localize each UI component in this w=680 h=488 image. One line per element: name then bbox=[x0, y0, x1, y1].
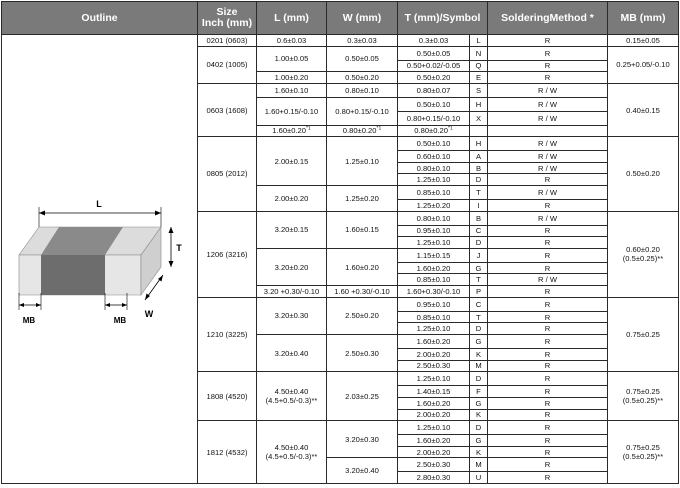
soldering-cell: R / W bbox=[488, 162, 608, 174]
mb-value: 0.75±0.25 bbox=[626, 443, 660, 453]
thickness-cell: 0.95±0.10 bbox=[398, 297, 470, 311]
symbol-cell: D bbox=[470, 372, 488, 386]
width-cell: 2.50±0.20 bbox=[327, 297, 398, 334]
chip-outline-diagram bbox=[3, 35, 197, 481]
thickness-cell: 0.85±0.10 bbox=[398, 274, 470, 286]
mb-right-arrow-a bbox=[105, 303, 110, 307]
soldering-cell: R bbox=[488, 348, 608, 360]
width-cell: 1.60 +0.30/-0.10 bbox=[327, 286, 398, 298]
width-cell: 1.60±0.20 bbox=[327, 248, 398, 285]
width-cell: 3.20±0.30 bbox=[327, 421, 398, 458]
symbol-cell: D bbox=[470, 237, 488, 249]
width-cell: 0.3±0.03 bbox=[327, 35, 398, 47]
symbol-cell: T bbox=[470, 274, 488, 286]
length-alt-value: (4.5+0.5/-0.3)** bbox=[265, 452, 318, 462]
dimensions-table bbox=[1, 1, 679, 484]
thickness-cell: 0.50±0.05 bbox=[398, 46, 470, 60]
symbol-cell: E bbox=[470, 72, 488, 84]
length-cell bbox=[257, 421, 327, 484]
mb-value: 0.75±0.25 bbox=[626, 387, 660, 397]
header-row bbox=[2, 2, 679, 35]
mb-right-arrow-b bbox=[122, 303, 127, 307]
soldering-cell: R bbox=[488, 397, 608, 409]
length-cell: 1.60+0.15/-0.10 bbox=[257, 97, 327, 125]
width-cell: 1.60±0.15 bbox=[327, 211, 398, 248]
thickness-cell: 0.80±0.10 bbox=[398, 211, 470, 225]
thickness-value: 0.80±0.20 bbox=[414, 126, 448, 136]
width-value: 0.80±0.20 bbox=[342, 126, 377, 136]
t-arrow-top bbox=[168, 227, 173, 233]
symbol-cell: S bbox=[470, 83, 488, 97]
thickness-cell: 0.50±0.10 bbox=[398, 97, 470, 111]
thickness-cell: 1.60±0.20 bbox=[398, 435, 470, 447]
mb-cell: 0.15±0.05 bbox=[608, 35, 679, 47]
soldering-cell: R bbox=[488, 323, 608, 335]
symbol-cell: G bbox=[470, 262, 488, 274]
width-cell: 3.20±0.40 bbox=[327, 458, 398, 484]
length-alt-value: (4.5+0.5/-0.3)** bbox=[265, 396, 318, 406]
thickness-cell: 2.00±0.20 bbox=[398, 348, 470, 360]
symbol-cell: P bbox=[470, 286, 488, 298]
label-l: L bbox=[95, 199, 102, 209]
symbol-cell: T bbox=[470, 186, 488, 200]
symbol-cell: X bbox=[470, 111, 488, 125]
chip-body-front bbox=[41, 255, 105, 295]
thickness-cell: 2.50±0.30 bbox=[398, 458, 470, 472]
soldering-cell: R bbox=[488, 225, 608, 237]
width-cell: 0.50±0.20 bbox=[327, 72, 398, 84]
thickness-cell: 1.60+0.30/-0.10 bbox=[398, 286, 470, 298]
length-cell: 0.6±0.03 bbox=[257, 35, 327, 47]
thickness-cell: 1.60±0.20 bbox=[398, 397, 470, 409]
table-row bbox=[2, 35, 679, 47]
thickness-cell: 0.80±0.10 bbox=[398, 162, 470, 174]
label-mb-left: MB bbox=[22, 316, 35, 325]
thickness-cell: 1.25±0.10 bbox=[398, 237, 470, 249]
thickness-cell bbox=[398, 125, 470, 137]
thickness-cell: 0.50+0.02/-0.05 bbox=[398, 60, 470, 72]
label-mb-right: MB bbox=[113, 316, 126, 325]
symbol-cell: M bbox=[470, 360, 488, 372]
symbol-cell: G bbox=[470, 397, 488, 409]
t-arrow-bottom bbox=[168, 261, 173, 267]
thickness-cell: 2.00±0.20 bbox=[398, 409, 470, 421]
footnote-mark: *1 bbox=[448, 125, 453, 132]
soldering-cell: R bbox=[488, 409, 608, 421]
thickness-cell: 0.95±0.10 bbox=[398, 225, 470, 237]
soldering-cell: R bbox=[488, 262, 608, 274]
thickness-cell: 1.40±0.15 bbox=[398, 386, 470, 398]
soldering-cell: R bbox=[488, 46, 608, 60]
header-thickness-symbol: T (mm)/Symbol bbox=[398, 2, 488, 35]
header-soldering-method: SolderingMethod * bbox=[488, 2, 608, 35]
symbol-cell: B bbox=[470, 162, 488, 174]
soldering-cell: R bbox=[488, 421, 608, 435]
symbol-cell: T bbox=[470, 311, 488, 323]
thickness-cell: 1.15±0.15 bbox=[398, 248, 470, 262]
soldering-cell: R / W bbox=[488, 83, 608, 97]
spec-sheet bbox=[1, 1, 679, 485]
size-cell: 0805 (2012) bbox=[198, 137, 257, 211]
width-cell: 1.25±0.10 bbox=[327, 137, 398, 186]
width-cell bbox=[327, 125, 398, 137]
soldering-cell: R bbox=[488, 335, 608, 349]
length-value: 4.50±0.40 bbox=[274, 387, 309, 397]
soldering-cell: R bbox=[488, 446, 608, 458]
length-value: 1.60±0.20 bbox=[272, 126, 306, 136]
soldering-cell: R bbox=[488, 237, 608, 249]
mb-cell: 0.75±0.25 bbox=[608, 297, 679, 371]
soldering-cell: R bbox=[488, 458, 608, 472]
size-cell: 1210 (3225) bbox=[198, 297, 257, 371]
thickness-cell: 2.50±0.30 bbox=[398, 360, 470, 372]
label-t: T bbox=[175, 243, 182, 253]
symbol-cell: N bbox=[470, 46, 488, 60]
mb-alt-value: (0.5±0.25)** bbox=[622, 396, 664, 406]
mb-alt-value: (0.5±0.25)** bbox=[622, 254, 664, 264]
thickness-cell: 1.60±0.20 bbox=[398, 262, 470, 274]
mb-cell bbox=[608, 211, 679, 297]
size-cell: 0402 (1005) bbox=[198, 46, 257, 83]
symbol-cell: C bbox=[470, 297, 488, 311]
symbol-cell: K bbox=[470, 446, 488, 458]
soldering-cell: R bbox=[488, 286, 608, 298]
length-cell: 2.00±0.15 bbox=[257, 137, 327, 186]
length-cell bbox=[257, 125, 327, 137]
soldering-cell: R / W bbox=[488, 186, 608, 200]
soldering-cell: R bbox=[488, 472, 608, 484]
soldering-cell: R bbox=[488, 248, 608, 262]
soldering-cell: R bbox=[488, 72, 608, 84]
length-cell: 1.60±0.10 bbox=[257, 83, 327, 97]
soldering-cell: R bbox=[488, 35, 608, 47]
footnote-mark: *1 bbox=[376, 125, 382, 132]
thickness-cell: 0.80±0.07 bbox=[398, 83, 470, 97]
width-cell: 2.03±0.25 bbox=[327, 372, 398, 421]
mb-cell bbox=[608, 421, 679, 484]
thickness-cell: 0.3±0.03 bbox=[398, 35, 470, 47]
symbol-cell: A bbox=[470, 151, 488, 163]
soldering-cell: R bbox=[488, 311, 608, 323]
mb-cell bbox=[608, 372, 679, 421]
thickness-cell: 1.25±0.20 bbox=[398, 199, 470, 211]
thickness-cell: 2.80±0.30 bbox=[398, 472, 470, 484]
soldering-cell: R / W bbox=[488, 274, 608, 286]
symbol-cell: D bbox=[470, 323, 488, 335]
mb-left-arrow-b bbox=[36, 303, 41, 307]
symbol-cell: J bbox=[470, 248, 488, 262]
soldering-cell bbox=[488, 125, 608, 137]
symbol-cell: I bbox=[470, 199, 488, 211]
symbol-cell: K bbox=[470, 409, 488, 421]
symbol-cell bbox=[470, 125, 488, 137]
size-cell: 1206 (3216) bbox=[198, 211, 257, 297]
symbol-cell: D bbox=[470, 174, 488, 186]
thickness-cell: 1.25±0.10 bbox=[398, 372, 470, 386]
symbol-cell: F bbox=[470, 386, 488, 398]
symbol-cell: Q bbox=[470, 60, 488, 72]
header-size-line2: Inch (mm) bbox=[201, 17, 253, 29]
header-length: L (mm) bbox=[257, 2, 327, 35]
mb-value: 0.60±0.20 bbox=[626, 245, 660, 255]
outline-diagram-cell bbox=[2, 35, 198, 484]
l-arrow-right bbox=[155, 211, 161, 216]
l-arrow-left bbox=[39, 211, 45, 216]
thickness-cell: 0.50±0.10 bbox=[398, 137, 470, 151]
header-width: W (mm) bbox=[327, 2, 398, 35]
thickness-cell: 0.60±0.10 bbox=[398, 151, 470, 163]
length-cell: 3.20±0.15 bbox=[257, 211, 327, 248]
soldering-cell: R / W bbox=[488, 97, 608, 111]
header-size bbox=[198, 2, 257, 35]
width-cell: 2.50±0.30 bbox=[327, 335, 398, 372]
soldering-cell: R bbox=[488, 297, 608, 311]
soldering-cell: R bbox=[488, 174, 608, 186]
mb-alt-value: (0.5±0.25)** bbox=[622, 452, 664, 462]
thickness-cell: 0.50±0.20 bbox=[398, 72, 470, 84]
size-cell: 0603 (1608) bbox=[198, 83, 257, 136]
mb-cell: 0.40±0.15 bbox=[608, 83, 679, 136]
thickness-cell: 0.85±0.10 bbox=[398, 186, 470, 200]
thickness-cell: 1.25±0.10 bbox=[398, 174, 470, 186]
symbol-cell: B bbox=[470, 211, 488, 225]
soldering-cell: R / W bbox=[488, 137, 608, 151]
soldering-cell: R / W bbox=[488, 111, 608, 125]
size-cell: 1812 (4532) bbox=[198, 421, 257, 484]
length-cell: 3.20 +0.30/-0.10 bbox=[257, 286, 327, 298]
thickness-cell: 1.60±0.20 bbox=[398, 335, 470, 349]
width-cell: 1.25±0.20 bbox=[327, 186, 398, 212]
soldering-cell: R bbox=[488, 435, 608, 447]
mb-cell: 0.50±0.20 bbox=[608, 137, 679, 211]
symbol-cell: M bbox=[470, 458, 488, 472]
mb-cell: 0.25+0.05/-0.10 bbox=[608, 46, 679, 83]
symbol-cell: G bbox=[470, 435, 488, 447]
soldering-cell: R bbox=[488, 60, 608, 72]
size-cell: 1808 (4520) bbox=[198, 372, 257, 421]
mb-left-arrow-a bbox=[19, 303, 24, 307]
symbol-cell: U bbox=[470, 472, 488, 484]
thickness-cell: 2.00±0.20 bbox=[398, 446, 470, 458]
soldering-cell: R / W bbox=[488, 151, 608, 163]
label-w: W bbox=[144, 309, 153, 319]
soldering-cell: R bbox=[488, 199, 608, 211]
thickness-cell: 0.85±0.10 bbox=[398, 311, 470, 323]
header-outline: Outline bbox=[2, 2, 198, 35]
size-cell: 0201 (0603) bbox=[198, 35, 257, 47]
symbol-cell: H bbox=[470, 97, 488, 111]
footnote-mark: *1 bbox=[306, 125, 311, 132]
thickness-cell: 1.25±0.10 bbox=[398, 323, 470, 335]
length-cell: 1.00±0.05 bbox=[257, 46, 327, 72]
length-cell: 3.20±0.30 bbox=[257, 297, 327, 334]
symbol-cell: L bbox=[470, 35, 488, 47]
soldering-cell: R bbox=[488, 372, 608, 386]
symbol-cell: K bbox=[470, 348, 488, 360]
header-mb: MB (mm) bbox=[608, 2, 679, 35]
width-cell: 0.80+0.15/-0.10 bbox=[327, 97, 398, 125]
length-cell bbox=[257, 372, 327, 421]
soldering-cell: R bbox=[488, 360, 608, 372]
symbol-cell: C bbox=[470, 225, 488, 237]
symbol-cell: D bbox=[470, 421, 488, 435]
soldering-cell: R bbox=[488, 386, 608, 398]
length-cell: 2.00±0.20 bbox=[257, 186, 327, 212]
width-cell: 0.80±0.10 bbox=[327, 83, 398, 97]
soldering-cell: R / W bbox=[488, 211, 608, 225]
symbol-cell: G bbox=[470, 335, 488, 349]
symbol-cell: H bbox=[470, 137, 488, 151]
thickness-cell: 1.25±0.10 bbox=[398, 421, 470, 435]
header-size-line1: Size bbox=[216, 6, 238, 18]
length-cell: 1.00±0.20 bbox=[257, 72, 327, 84]
length-value: 4.50±0.40 bbox=[274, 443, 309, 453]
length-cell: 3.20±0.20 bbox=[257, 248, 327, 285]
length-cell: 3.20±0.40 bbox=[257, 335, 327, 372]
thickness-cell: 0.80+0.15/-0.10 bbox=[398, 111, 470, 125]
width-cell: 0.50±0.05 bbox=[327, 46, 398, 72]
